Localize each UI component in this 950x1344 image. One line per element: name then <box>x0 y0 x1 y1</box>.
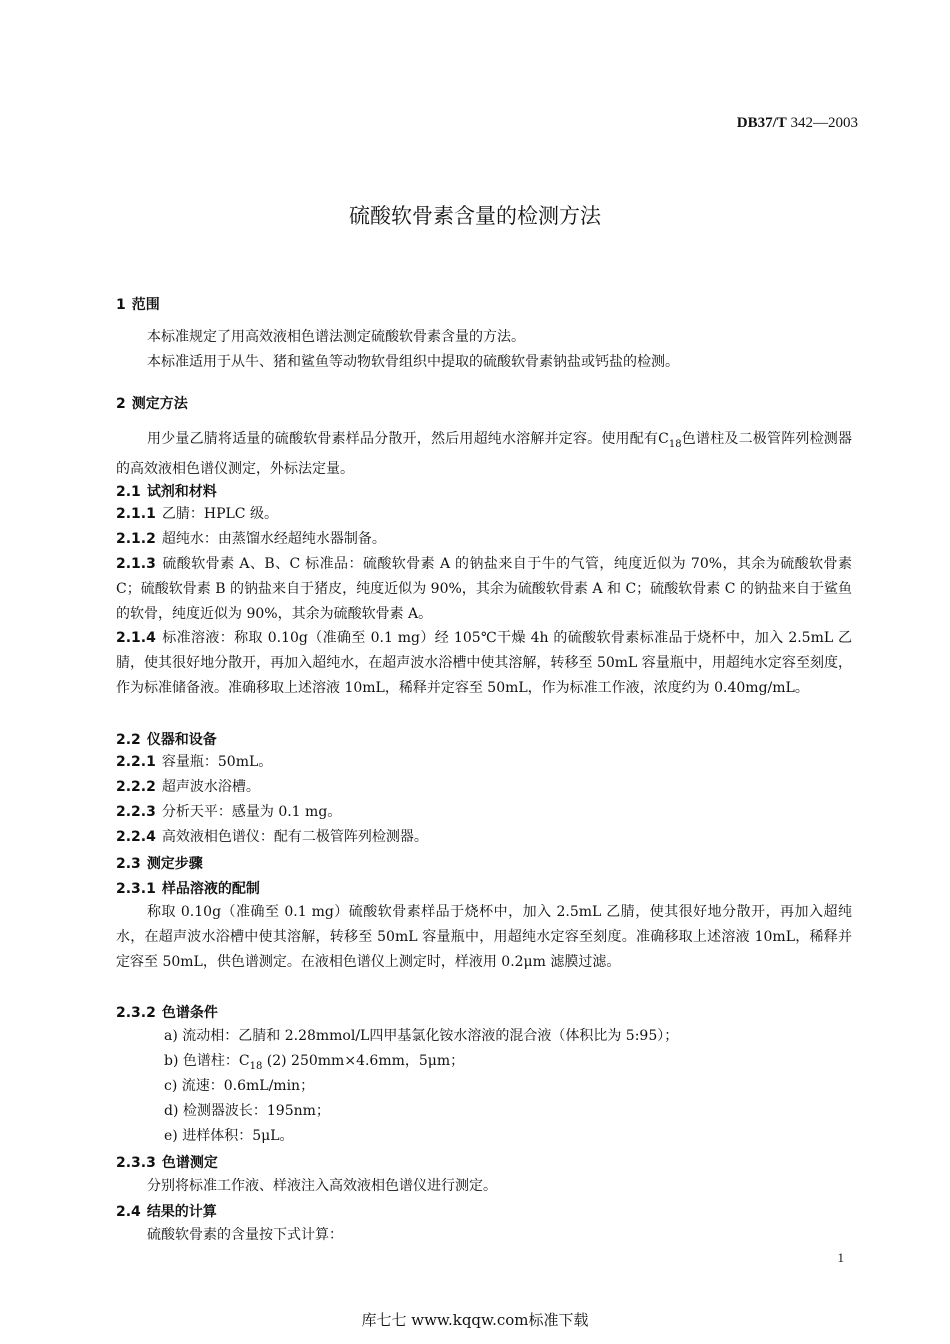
item-2-2-4: 2.2.4 高效液相色谱仪：配有二极管阵列检测器。 <box>116 829 428 845</box>
section-2-intro: 用少量乙腈将适量的硫酸软骨素样品分散开，然后用超纯水溶解并定容。使用配有$C_{18}$色谱柱及二极管阵列检测器的高效液相色谱仪测定，外标法定量。 <box>116 431 852 477</box>
item-2-1-3: 2.1.3 硫酸软骨素 A、B、C 标准品：硫酸软骨素 A 的钠盐来自于牛的气管，纯度近似为 70%，其余为硫酸软骨素 C；硫酸软骨素 B 的钠盐来自于猪皮，纯度近似为 90%，其余为硫酸软骨素 A 和 C；硫酸软骨素 C 的钠盐来自于鲨鱼的软骨，纯度近似为 90%，其余为硫酸软骨素 A。 <box>116 556 852 622</box>
section-2-3-heading: 2.3 测定步骤 <box>116 856 203 872</box>
standard-code: DB37/T 342—2003 <box>736 115 858 131</box>
item-2-2-1: 2.2.1 容量瓶：50mL。 <box>116 754 273 770</box>
footer-watermark: 库七七 www.kqqw.com标准下载 <box>361 1311 589 1329</box>
section-2-3-1-paragraph: 称取 0.10g（准确至 0.1 mg）硫酸软骨素样品于烧杯中，加入 2.5mL 乙腈，使其很好地分散开，再加入超纯水，在超声波水浴槽中使其溶解，转移至 50mL 容量瓶中，用超纯水定容至刻度。准确移取上述溶液 10mL，稀释并定容至 50mL，供色谱测定。在液相色谱仪上测定时，样液用 0.2μm 滤膜过滤。 <box>116 904 852 970</box>
condition-b: b) 色谱柱：$C_{18}$ (2) 250mm×4.6mm，5μm； <box>164 1053 465 1072</box>
item-2-2-3: 2.2.3 分析天平：感量为 0.1 mg。 <box>116 804 342 820</box>
section-2-4-heading: 2.4 结果的计算 <box>116 1204 217 1220</box>
section-2-2-heading: 2.2 仪器和设备 <box>116 732 217 748</box>
item-2-1-4: 2.1.4 标准溶液：称取 0.10g（准确至 0.1 mg）经 105℃干燥 4h 的硫酸软骨素标准品于烧杯中，加入 2.5mL 乙腈，使其很好地分散开，再加入超纯水，在超声波水浴槽中使其溶解，转移至 50mL 容量瓶中，用超纯水定容至刻度，作为标准储备液。准确移取上述溶液 10mL，稀释并定容至 50mL，作为标准工作液，浓度约为 0.40mg/mL。 <box>116 630 852 696</box>
item-2-1-1: 2.1.1 乙腈：HPLC 级。 <box>116 506 278 522</box>
section-1-heading: 1 范围 <box>116 297 160 313</box>
item-2-2-2: 2.2.2 超声波水浴槽。 <box>116 779 260 795</box>
condition-d: d) 检测器波长：195nm； <box>164 1103 330 1119</box>
item-2-1-2: 2.1.2 超纯水：由蒸馏水经超纯水器制备。 <box>116 531 386 547</box>
condition-c: c) 流速：0.6mL/min； <box>164 1078 315 1094</box>
condition-e: e) 进样体积：5μL。 <box>164 1128 294 1144</box>
condition-a: a) 流动相：乙腈和 2.28mmol/L四甲基氯化铵水溶液的混合液（体积比为 5:95）； <box>164 1028 679 1044</box>
page-number: 1 <box>837 1250 844 1265</box>
section-2-3-1-heading: 2.3.1 样品溶液的配制 <box>116 881 260 897</box>
section-2-3-3-heading: 2.3.3 色谱测定 <box>116 1155 218 1171</box>
section-1-paragraph-2: 本标准适用于从牛、猪和鲨鱼等动物软骨组织中提取的硫酸软骨素钠盐或钙盐的检测。 <box>147 354 679 370</box>
section-1-paragraph-1: 本标准规定了用高效液相色谱法测定硫酸软骨素含量的方法。 <box>147 329 525 345</box>
section-2-4-paragraph: 硫酸软骨素的含量按下式计算： <box>147 1227 343 1243</box>
section-2-3-2-heading: 2.3.2 色谱条件 <box>116 1005 218 1021</box>
page-title: 硫酸软骨素含量的检测方法 <box>349 204 601 228</box>
section-2-3-3-paragraph: 分别将标准工作液、样液注入高效液相色谱仪进行测定。 <box>147 1178 497 1194</box>
section-2-1-heading: 2.1 试剂和材料 <box>116 484 217 500</box>
section-2-heading: 2 测定方法 <box>116 396 188 412</box>
